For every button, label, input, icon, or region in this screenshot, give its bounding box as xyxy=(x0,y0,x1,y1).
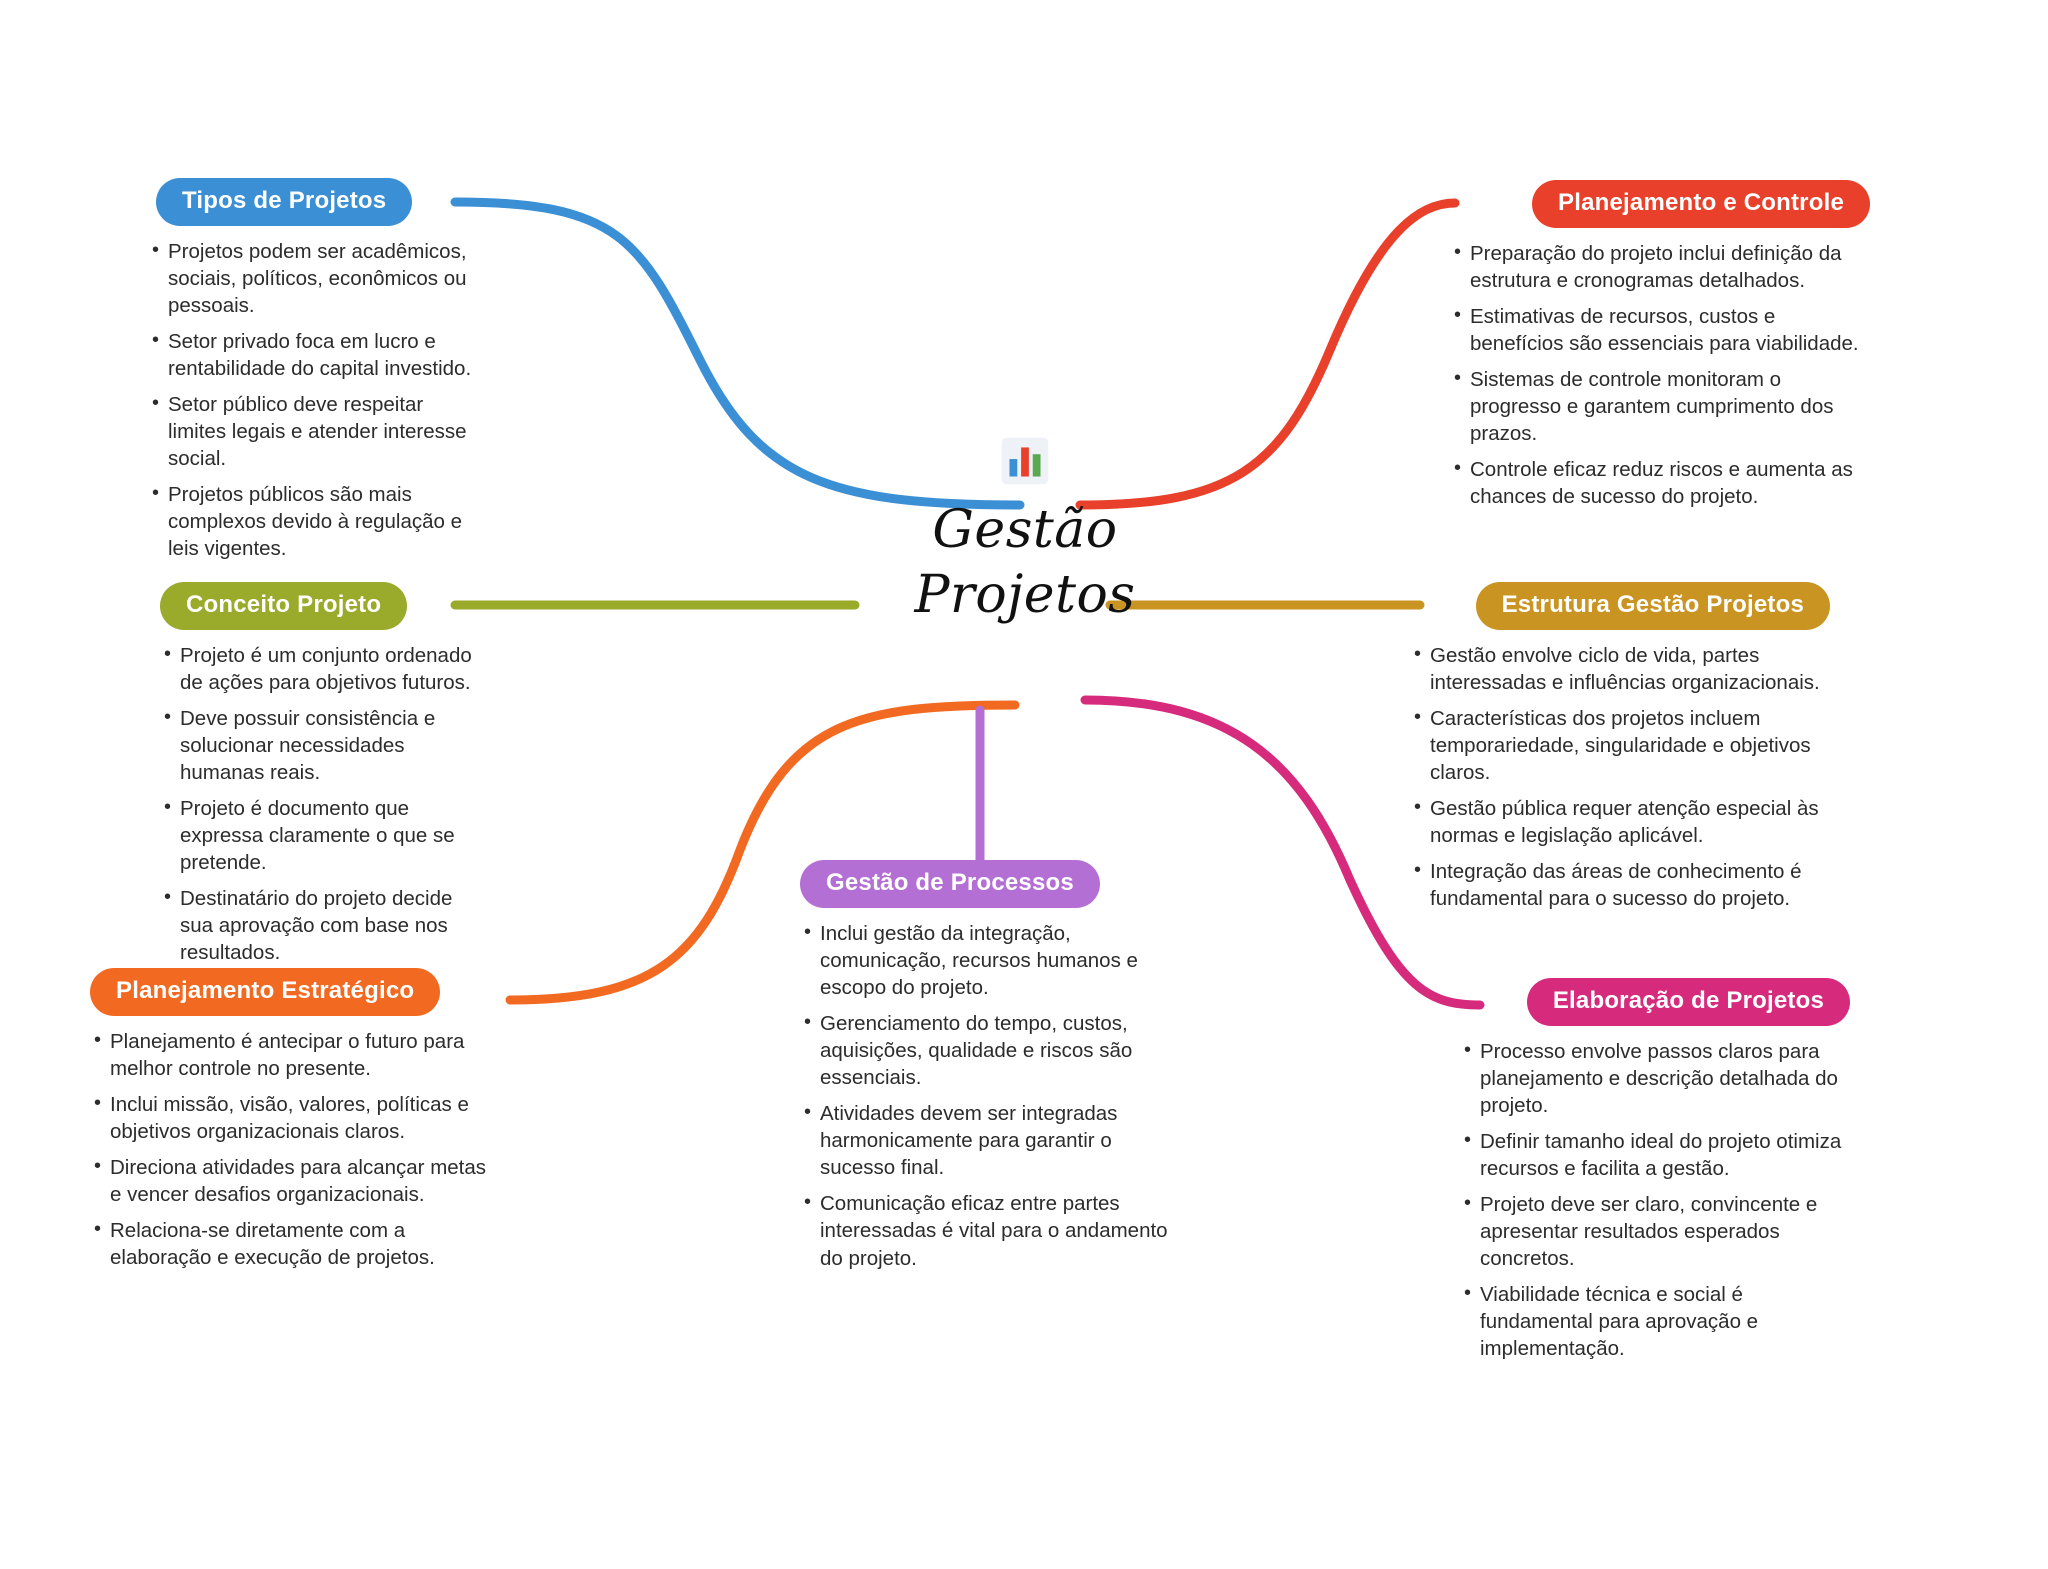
list-item: • Projeto é um conjunto ordenado de ações para objetivos futuros. xyxy=(160,642,480,696)
branch-estrutura-gestao-projetos[interactable] xyxy=(1410,582,1830,921)
list-item: • Gestão pública requer atenção especial às normas e legislação aplicável. xyxy=(1410,795,1830,849)
list-item: • Projetos públicos são mais complexos devido à regulação e leis vigentes. xyxy=(148,481,478,562)
branch-planejamento-estrategico[interactable] xyxy=(90,968,490,1280)
branch-body-conceito-projeto xyxy=(160,642,480,967)
branch-body-tipos-de-projetos xyxy=(148,238,478,563)
list-item: • Gestão envolve ciclo de vida, partes interessadas e influências organizacionais. xyxy=(1410,642,1830,696)
list-item: • Gerenciamento do tempo, custos, aquisições, qualidade e riscos são essenciais. xyxy=(800,1010,1180,1091)
branch-body-planejamento-estrategico xyxy=(90,1028,490,1271)
list-item: • Preparação do projeto inclui definição da estrutura e cronogramas detalhados. xyxy=(1450,240,1870,294)
list-item: • Deve possuir consistência e solucionar necessidades humanas reais. xyxy=(160,705,480,786)
list-item: • Inclui gestão da integração, comunicação, recursos humanos e escopo do projeto. xyxy=(800,920,1180,1001)
branch-body-elaboracao-de-projetos xyxy=(1460,1038,1850,1363)
branch-label-gestao-de-processos[interactable]: Gestão de Processos xyxy=(800,860,1100,908)
list-item: • Viabilidade técnica e social é fundamental para aprovação e implementação. xyxy=(1460,1281,1850,1362)
list-item: • Estimativas de recursos, custos e benefícios são essenciais para viabilidade. xyxy=(1450,303,1870,357)
list-item: • Setor privado foca em lucro e rentabilidade do capital investido. xyxy=(148,328,478,382)
list-item: • Planejamento é antecipar o futuro para melhor controle no presente. xyxy=(90,1028,490,1082)
central-topic xyxy=(830,430,1220,628)
list-item: • Processo envolve passos claros para planejamento e descrição detalhada do projeto. xyxy=(1460,1038,1850,1119)
central-topic-line1: Gestão xyxy=(932,500,1118,560)
list-item: • Destinatário do projeto decide sua aprovação com base nos resultados. xyxy=(160,885,480,966)
branch-body-estrutura-gestao-projetos xyxy=(1410,642,1830,912)
list-item: • Direciona atividades para alcançar metas e vencer desafios organizacionais. xyxy=(90,1154,490,1208)
branch-conceito-projeto[interactable] xyxy=(160,582,480,976)
list-item: • Integração das áreas de conhecimento é fundamental para o sucesso do projeto. xyxy=(1410,858,1830,912)
branch-label-elaboracao-de-projetos[interactable]: Elaboração de Projetos xyxy=(1527,978,1850,1026)
central-topic-line2: Projetos xyxy=(914,565,1136,625)
branch-label-planejamento-estrategico[interactable]: Planejamento Estratégico xyxy=(90,968,440,1016)
branch-label-conceito-projeto[interactable]: Conceito Projeto xyxy=(160,582,407,630)
branch-tipos-de-projetos[interactable] xyxy=(148,178,478,572)
list-item: • Comunicação eficaz entre partes interessadas é vital para o andamento do projeto. xyxy=(800,1190,1180,1271)
list-item: • Projetos podem ser acadêmicos, sociais, políticos, econômicos ou pessoais. xyxy=(148,238,478,319)
branch-gestao-de-processos[interactable] xyxy=(800,860,1180,1281)
branch-label-estrutura-gestao-projetos[interactable]: Estrutura Gestão Projetos xyxy=(1476,582,1830,630)
branch-elaboracao-de-projetos[interactable] xyxy=(1460,978,1850,1372)
branch-planejamento-e-controle[interactable] xyxy=(1450,180,1870,519)
list-item: • Setor público deve respeitar limites legais e atender interesse social. xyxy=(148,391,478,472)
bar-chart-icon xyxy=(994,430,1056,492)
branch-label-tipos-de-projetos[interactable]: Tipos de Projetos xyxy=(156,178,412,226)
list-item: • Sistemas de controle monitoram o progresso e garantem cumprimento dos prazos. xyxy=(1450,366,1870,447)
branch-body-planejamento-e-controle xyxy=(1450,240,1870,510)
list-item: • Atividades devem ser integradas harmonicamente para garantir o sucesso final. xyxy=(800,1100,1180,1181)
list-item: • Características dos projetos incluem temporariedade, singularidade e objetivos claros. xyxy=(1410,705,1830,786)
list-item: • Projeto é documento que expressa claramente o que se pretende. xyxy=(160,795,480,876)
branch-label-planejamento-e-controle[interactable]: Planejamento e Controle xyxy=(1532,180,1870,228)
list-item: • Inclui missão, visão, valores, políticas e objetivos organizacionais claros. xyxy=(90,1091,490,1145)
list-item: • Projeto deve ser claro, convincente e apresentar resultados esperados concretos. xyxy=(1460,1191,1850,1272)
list-item: • Relaciona-se diretamente com a elaboração e execução de projetos. xyxy=(90,1217,490,1271)
list-item: • Controle eficaz reduz riscos e aumenta as chances de sucesso do projeto. xyxy=(1450,456,1870,510)
list-item: • Definir tamanho ideal do projeto otimiza recursos e facilita a gestão. xyxy=(1460,1128,1850,1182)
branch-body-gestao-de-processos xyxy=(800,920,1180,1272)
